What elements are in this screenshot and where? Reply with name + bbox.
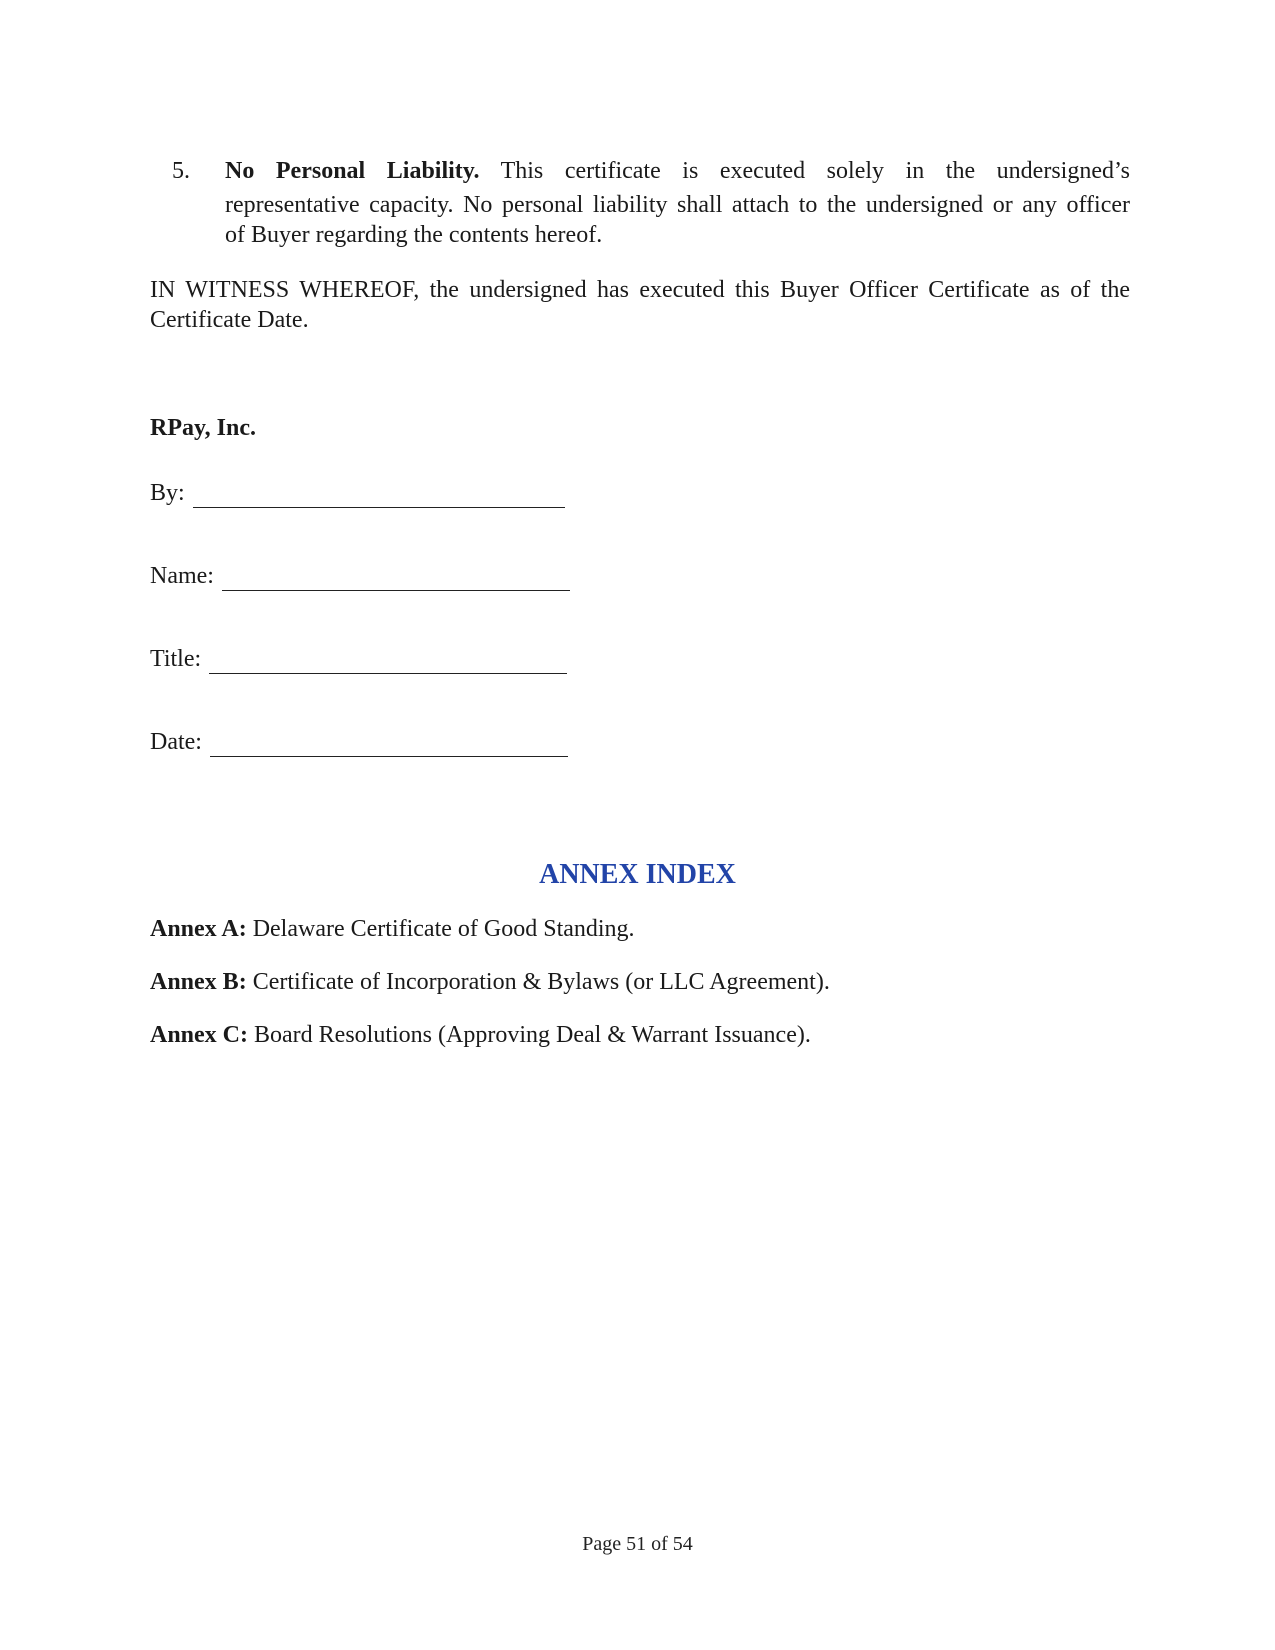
by-signature-line — [150, 478, 565, 508]
section-5-paragraph — [225, 156, 1130, 250]
page-number-footer: Page 51 of 54 — [582, 1533, 693, 1555]
section-5-heading: No Personal Liability. — [225, 158, 480, 184]
section-5-line-2: representative capacity. No personal liability shall attach to the undersigned or any officer — [225, 192, 1130, 218]
date-label: Date: — [150, 729, 202, 755]
section-5-line-1-text: This certificate is executed solely in the undersigned’s — [479, 158, 1130, 184]
witness-paragraph — [150, 275, 1130, 335]
annex-a-text: Delaware Certificate of Good Standing. — [246, 916, 635, 942]
by-label: By: — [150, 480, 185, 506]
by-blank — [193, 481, 565, 508]
annex-item-c — [150, 1020, 811, 1050]
witness-line-2: Certificate Date. — [150, 307, 309, 333]
name-blank — [222, 564, 570, 591]
annex-c-label: Annex C: — [150, 1022, 249, 1048]
title-signature-line — [150, 644, 567, 674]
name-label: Name: — [150, 563, 214, 589]
date-signature-line — [150, 727, 568, 757]
section-number: 5. — [172, 158, 190, 184]
section-5-line-3: of Buyer regarding the contents hereof. — [225, 222, 603, 248]
annex-a-label: Annex A: — [150, 916, 247, 942]
witness-line-1: IN WITNESS WHEREOF, the undersigned has executed this Buyer Officer Certificate as of the — [150, 277, 1130, 303]
title-label: Title: — [150, 646, 202, 672]
section-5-line-1 — [225, 156, 1130, 186]
title-blank — [209, 647, 567, 674]
name-signature-line — [150, 561, 570, 591]
company-name: RPay, Inc. — [150, 415, 257, 441]
annex-item-b — [150, 967, 830, 997]
annex-b-text: Certificate of Incorporation & Bylaws (or LLC Agreement). — [246, 969, 830, 995]
annex-item-a — [150, 914, 635, 944]
annex-index-title: ANNEX INDEX — [539, 859, 736, 890]
date-blank — [210, 730, 568, 757]
annex-b-label: Annex B: — [150, 969, 247, 995]
annex-c-text: Board Resolutions (Approving Deal & Warrant Issuance). — [248, 1022, 811, 1048]
